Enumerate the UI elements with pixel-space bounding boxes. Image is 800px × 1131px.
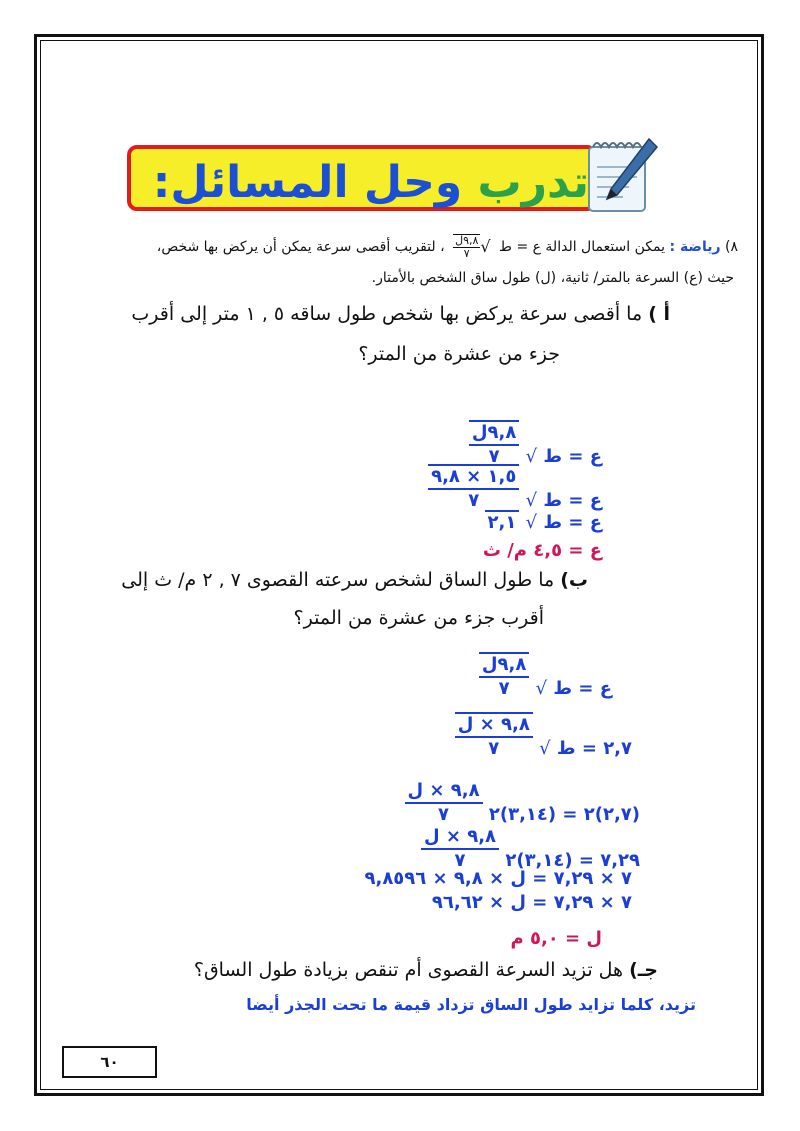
problem-line-2: حيث (ع) السرعة بالمتر/ ثانية، (ل) طول ساق الشخص بالأمتار. [371,270,734,286]
problem-formula-fraction [453,234,480,260]
part-b-step-4-fraction [421,826,499,872]
part-c-question-text: هل تزيد السرعة القصوى أم تنقص بزيادة طول الساق؟ [193,959,624,981]
part-b-step-3-lhs: (٢,٧)٢ = (٣,١٤)٢ [488,804,640,825]
part-a-question-text-1: ما أقصى سرعة يركض بها شخص طول ساقه ٥ , ١ متر إلى أقرب [131,303,643,325]
part-a-step-2-fraction [428,464,519,512]
section-banner [127,133,657,219]
part-a-step-1-fraction [469,420,519,468]
part-a-step-1-lhs: ع = ط [543,446,602,467]
problem-text-after: ، لتقريب أقصى سرعة يمكن أن يركض بها شخص، [156,239,445,255]
radical-icon: √ [525,490,538,511]
problem-formula-denominator: ٧ [463,247,470,260]
banner-title-part1: تدرب [462,157,589,208]
radical-icon: √ [539,738,551,759]
part-b-step-3-fraction [405,780,483,826]
part-a-answer: ع = ٤,٥ م/ ث [482,540,602,561]
part-b-step-3-denominator: ٧ [438,804,450,825]
part-b-question-line-1 [121,566,588,594]
part-a-step-1-denominator: ٧ [488,446,500,467]
part-c-answer: تزيد، كلما تزايد طول الساق تزداد قيمة ما تحت الجذر أيضا [246,995,696,1014]
part-a-step-3-radicand: ٢,١ [485,510,520,533]
part-b-question-text-1: ما طول الساق لشخص سرعته القصوى ٧ , ٢ م/ ث إلى [121,569,555,591]
part-b-step-2-lhs: ٢,٧ = ط [556,738,632,759]
radical-icon: √ [480,237,491,256]
part-c-question [194,956,658,984]
part-b-step-6: ٧ × ٧,٢٩ = ل × ٩٦,٦٢ [431,892,632,913]
part-b-step-5: ٧ × ٧,٢٩ = ل × ٩,٨ × ٩,٨٥٩٦ [364,868,632,889]
part-a-question-line-2: جزء من عشرة من المتر؟ [358,343,560,365]
part-b-step-1-lhs: ع = ط [553,678,612,699]
part-a-label: أ ) [648,303,670,325]
part-a-step-2-lhs: ع = ط [543,490,602,511]
part-b-step-1-denominator: ٧ [498,678,510,699]
part-a-question-line-1 [131,300,670,328]
problem-text-before: يمكن استعمال الدالة ع = ط [499,239,666,255]
part-c-label: جـ) [629,959,658,981]
radical-icon: √ [535,678,548,699]
part-b-step-1 [479,652,612,700]
part-b-step-1-fraction [479,652,529,700]
problem-number: ٨) [725,239,738,255]
radical-icon: √ [525,446,538,467]
part-a-step-2 [428,464,602,512]
part-a-step-3-lhs: ع = ط [543,512,602,533]
part-b-step-2-fraction [455,712,533,760]
part-a-step-3 [485,512,602,534]
part-b-step-1-numerator: ٩,٨ل [479,652,529,678]
part-b-step-2 [455,712,632,760]
page-number: ٦٠ [62,1046,157,1078]
banner-box [127,145,597,211]
problem-line-1 [157,234,738,260]
radical-icon: √ [525,512,538,533]
part-b-step-4-lhs: ٧,٢٩ = (٣,١٤)٢ [505,850,640,871]
banner-title [149,155,589,211]
part-a-step-1-numerator: ٩,٨ل [469,420,519,446]
notepad-pen-icon [583,133,661,217]
part-b-step-4-denominator: ٧ [454,850,466,871]
part-b-step-3 [405,780,640,826]
part-b-step-2-numerator: ٩,٨ × ل [455,712,533,738]
part-b-step-4-numerator: ٩,٨ × ل [421,826,499,850]
part-a-step-2-denominator: ٧ [468,490,480,511]
part-a-step-2-numerator: ١,٥ × ٩,٨ [428,464,519,490]
problem-formula-numerator: ٩,٨ل [455,234,479,247]
part-a-step-1 [469,420,602,468]
part-b-answer: ل = ٥,٠ م [510,928,602,949]
part-b-question-line-2: أقرب جزء من عشرة من المتر؟ [293,607,544,629]
part-b-step-2-denominator: ٧ [488,738,500,759]
problem-formula [453,234,491,260]
part-b-step-3-numerator: ٩,٨ × ل [405,780,483,804]
part-b-label: ب) [560,569,588,591]
problem-keyword: رياضة : [669,239,721,255]
banner-title-part2: وحل المسائل: [152,157,463,208]
part-b-step-4 [421,826,640,872]
